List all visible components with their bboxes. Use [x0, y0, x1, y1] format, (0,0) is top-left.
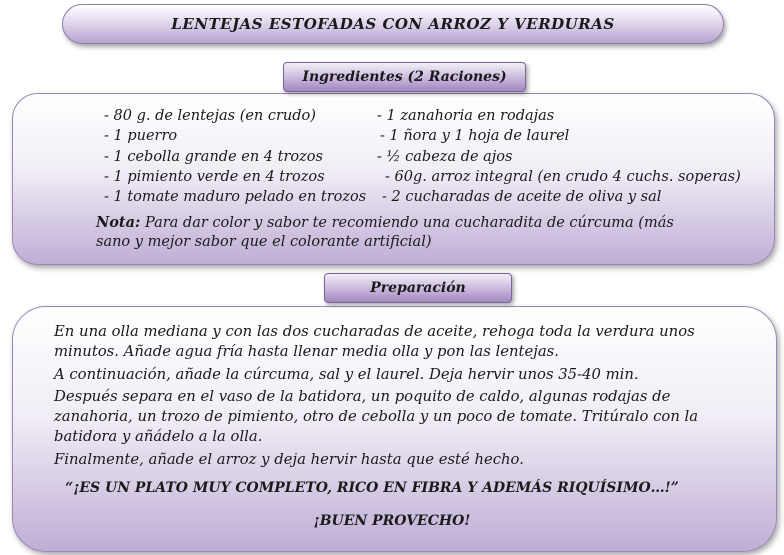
note-label: Nota:: [96, 214, 141, 231]
note-line: [96, 214, 674, 231]
ingredient-item: - 1 tomate maduro pelado en trozos: [104, 189, 367, 205]
preparation-line: Finalmente, añade el arroz y deja hervir hasta que esté hecho.: [54, 451, 524, 468]
recipe-title: LENTEJAS ESTOFADAS CON ARROZ Y VERDURAS: [171, 15, 615, 33]
preparation-line: zanahoria, un trozo de pimiento, otro de cebolla y un poco de tomate. Tritúralo con la: [54, 408, 699, 425]
ingredients-heading: Ingredientes (2 Raciones): [283, 62, 526, 92]
ingredient-item: - 1 ñora y 1 hoja de laurel: [380, 128, 570, 144]
ingredient-item: - ½ cabeza de ajos: [377, 149, 513, 165]
preparation-line: minutos. Añade agua fría hasta llenar media olla y pon las lentejas.: [54, 343, 559, 360]
note-text: Para dar color y sabor te recomiendo una cucharadita de cúrcuma (más: [140, 215, 674, 231]
title-banner: [62, 4, 724, 44]
ingredient-item: - 1 cebolla grande en 4 trozos: [104, 149, 323, 165]
preparation-line: Después separa en el vaso de la batidora, un poquito de caldo, algunas rodajas de: [54, 388, 671, 405]
closing-exclamation: “¡ES UN PLATO MUY COMPLETO, RICO EN FIBRA Y ADEMÁS RIQUÍSIMO…!”: [65, 480, 679, 496]
ingredient-item: - 1 puerro: [104, 128, 178, 144]
ingredient-item: - 1 zanahoria en rodajas: [377, 108, 555, 124]
preparation-heading: Preparación: [324, 273, 512, 303]
ingredient-item: - 1 pimiento verde en 4 trozos: [104, 169, 325, 185]
note-text-continued: sano y mejor sabor que el colorante artificial): [96, 234, 432, 250]
ingredient-item: - 60g. arroz integral (en crudo 4 cuchs. soperas): [385, 169, 741, 185]
preparation-line: batidora y añádelo a la olla.: [54, 428, 263, 445]
ingredient-item: - 2 cucharadas de aceite de oliva y sal: [382, 189, 662, 205]
closing-greeting: ¡BUEN PROVECHO!: [313, 513, 471, 529]
ingredient-item: - 80 g. de lentejas (en crudo): [104, 108, 316, 124]
preparation-line: En una olla mediana y con las dos cucharadas de aceite, rehoga toda la verdura unos: [54, 323, 695, 340]
preparation-line: A continuación, añade la cúrcuma, sal y el laurel. Deja hervir unos 35-40 min.: [54, 366, 639, 383]
